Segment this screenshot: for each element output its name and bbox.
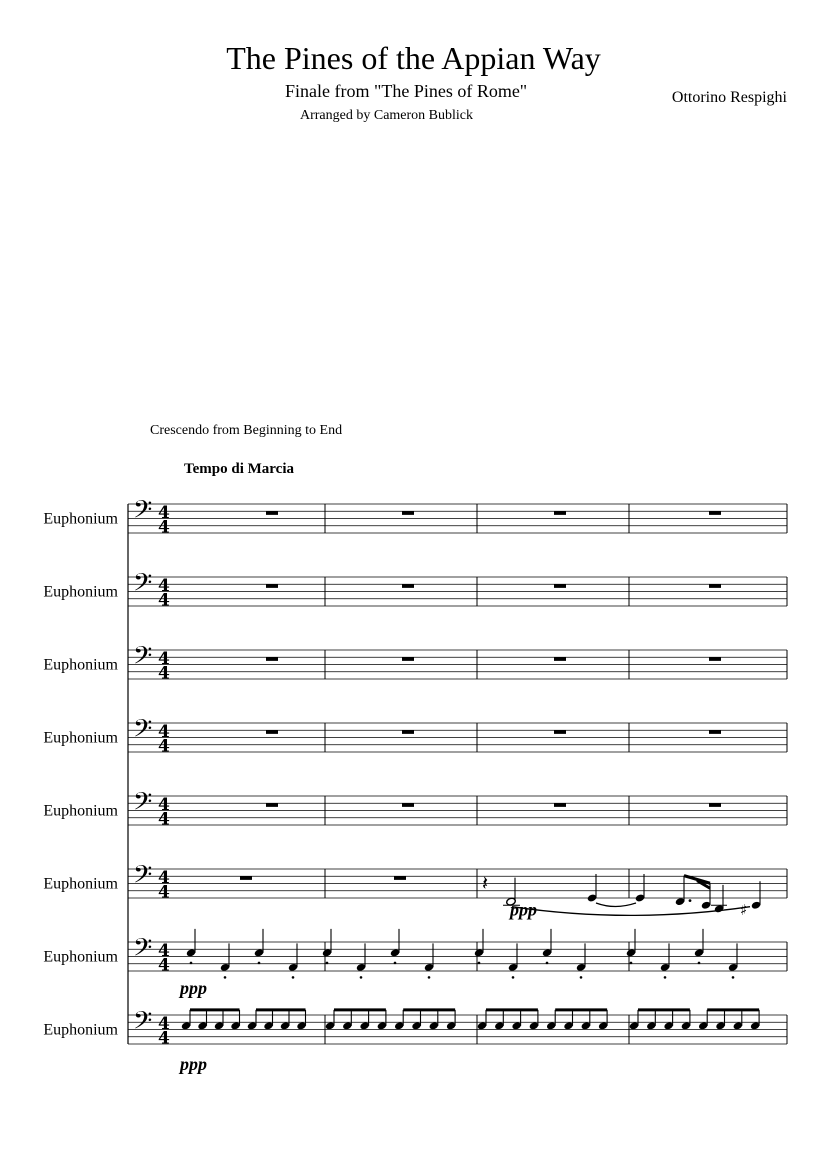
staccato-dot [664,976,667,979]
whole-rest [402,803,414,807]
whole-rest [709,657,721,661]
composer-credit: Ottorino Respighi [671,89,787,106]
time-signature-denominator: 4 [158,1028,170,1049]
whole-rest [266,511,278,515]
time-signature-numerator: 4 [158,576,170,597]
whole-rest [709,730,721,734]
time-signature-denominator: 4 [158,882,170,903]
instrument-name: Euphonium [43,802,118,820]
staccato-dot [630,962,633,965]
whole-rest [266,730,278,734]
whole-rest [554,657,566,661]
time-signature-denominator: 4 [158,809,170,830]
dynamic-marking: ppp [180,978,207,999]
slur [512,907,750,916]
bass-clef-icon: 𝄢 [133,714,153,750]
time-signature-numerator: 4 [158,868,170,889]
page-title: The Pines of the Appian Way [226,40,601,76]
whole-rest [709,584,721,588]
bass-clef-icon: 𝄢 [133,641,153,677]
augmentation-dot [689,899,692,902]
time-signature-denominator: 4 [158,736,170,757]
staccato-dot [292,976,295,979]
staccato-dot [326,962,329,965]
time-signature-numerator: 4 [158,649,170,670]
tie [596,903,636,907]
whole-rest [266,584,278,588]
bass-clef-icon: 𝄢 [133,933,153,969]
dynamic-marking: ppp [510,899,537,920]
instrument-name: Euphonium [43,729,118,747]
staff [43,495,787,537]
staccato-dot [478,962,481,965]
time-signature-numerator: 4 [158,795,170,816]
whole-rest [402,657,414,661]
staff [43,929,787,998]
tempo-marking: Tempo di Marcia [184,461,295,477]
performance-remark: Crescendo from Beginning to End [150,423,343,438]
whole-rest [266,657,278,661]
bass-clef-icon: 𝄢 [133,1006,153,1042]
dynamic-marking: ppp [180,1054,207,1075]
time-signature-denominator: 4 [158,517,170,538]
whole-rest [402,511,414,515]
staccato-dot [258,962,261,965]
staccato-dot [580,976,583,979]
whole-rest [554,511,566,515]
staccato-dot [360,976,363,979]
staff [43,714,787,756]
instrument-name: Euphonium [43,583,118,601]
whole-rest [554,730,566,734]
time-signature-denominator: 4 [158,663,170,684]
staff [43,787,787,829]
time-signature-numerator: 4 [158,941,170,962]
staccato-dot [546,962,549,965]
instrument-name: Euphonium [43,510,118,528]
staccato-dot [394,962,397,965]
bass-clef-icon: 𝄢 [133,495,153,531]
whole-rest [402,584,414,588]
whole-rest [709,511,721,515]
time-signature-numerator: 4 [158,503,170,524]
staff [43,1006,787,1074]
staccato-dot [512,976,515,979]
staccato-dot [732,976,735,979]
staff [43,641,787,683]
whole-rest [554,584,566,588]
bass-clef-icon: 𝄢 [133,860,153,896]
whole-rest [402,730,414,734]
quarter-rest: 𝄽 [482,871,489,896]
whole-rest [240,876,252,880]
time-signature-denominator: 4 [158,590,170,611]
bass-clef-icon: 𝄢 [133,787,153,823]
staccato-dot [224,976,227,979]
staff [43,568,787,610]
sharp-sign: ♯ [740,900,748,919]
whole-rest [709,803,721,807]
staccato-dot [190,962,193,965]
instrument-name: Euphonium [43,1021,118,1039]
bass-clef-icon: 𝄢 [133,568,153,604]
instrument-name: Euphonium [43,875,118,893]
staccato-dot [428,976,431,979]
staccato-dot [698,962,701,965]
instrument-name: Euphonium [43,656,118,674]
whole-rest [266,803,278,807]
staff [43,860,787,919]
whole-rest [394,876,406,880]
arranger-credit: Arranged by Cameron Bublick [300,108,474,123]
whole-rest [554,803,566,807]
time-signature-numerator: 4 [158,1014,170,1035]
time-signature-denominator: 4 [158,955,170,976]
instrument-name: Euphonium [43,948,118,966]
subtitle: Finale from "The Pines of Rome" [285,81,528,101]
time-signature-numerator: 4 [158,722,170,743]
